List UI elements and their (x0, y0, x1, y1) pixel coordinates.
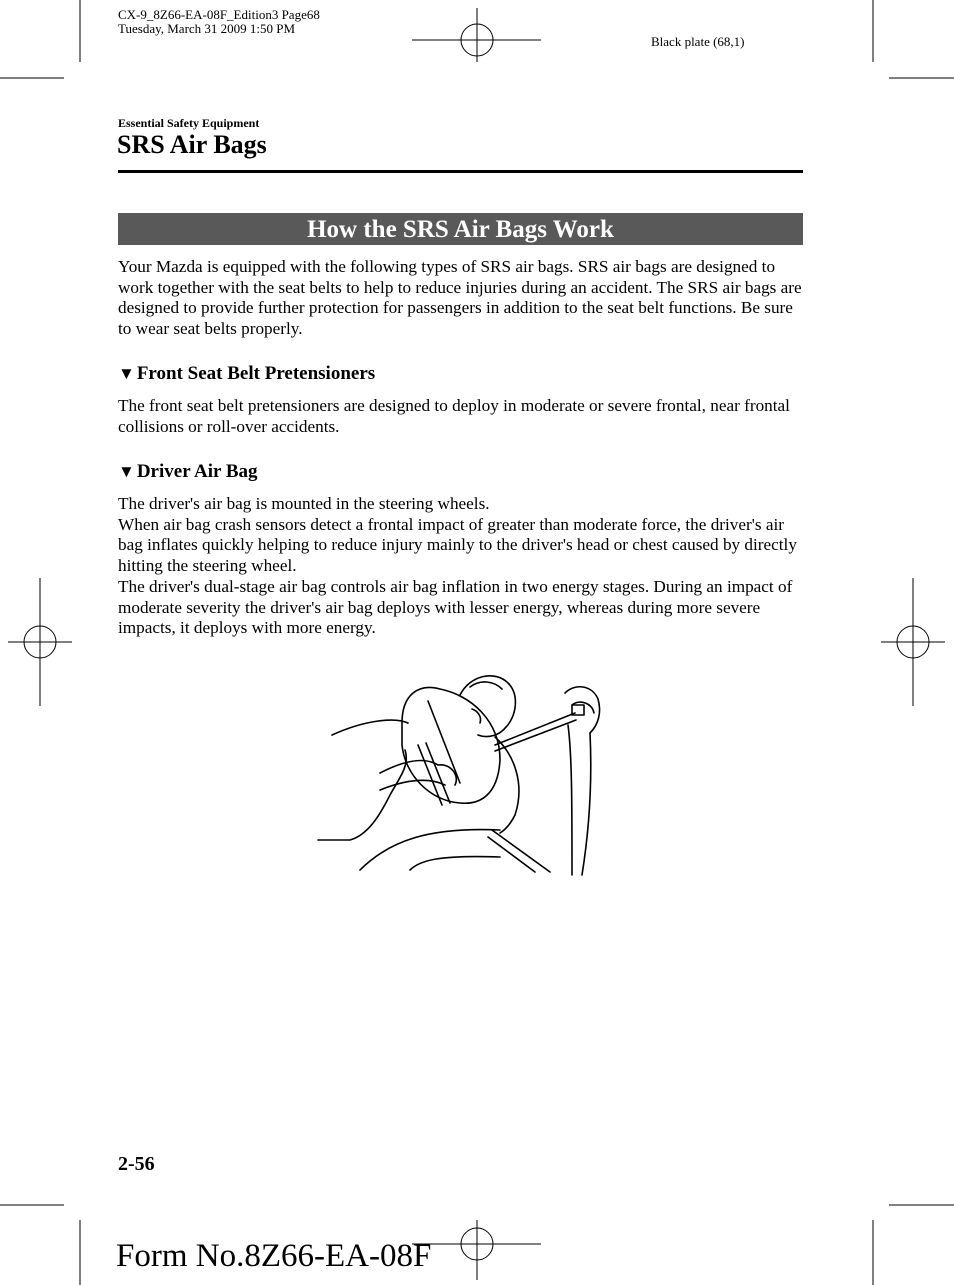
triangle-marker-icon: ▼ (118, 364, 135, 383)
driver-air-bag-paragraphs (118, 494, 808, 639)
file-info-line: CX-9_8Z66-EA-08F_Edition3 Page68 (118, 7, 320, 22)
title-divider (118, 170, 803, 173)
form-number: Form No.8Z66-EA-08F (116, 1238, 432, 1274)
registration-mark-bottom (412, 1220, 541, 1280)
registration-mark-top (412, 8, 541, 62)
date-line: Tuesday, March 31 2009 1:50 PM (118, 21, 296, 36)
paragraph: The driver's dual-stage air bag controls air bag inflation in two energy stages. During an impact of moderate severity the driver's air bag deploys with lesser energy, whereas during more severe impacts, it deploys with more energy. (118, 576, 793, 638)
subsection-heading-pretensioners (118, 363, 375, 385)
page-title: SRS Air Bags (117, 130, 267, 159)
registration-mark-right (881, 578, 945, 706)
intro-paragraph: Your Mazda is equipped with the following types of SRS air bags. SRS air bags are designed to work together with the seat belts to help to reduce injuries during an accident. The SRS air bags are designed to provide further protection for passengers in addition to the seat belt functions. Be sure to wear seat belts properly. (118, 257, 802, 339)
driver-air-bag-illustration (310, 665, 620, 880)
page-number: 2-56 (118, 1153, 155, 1175)
subsection-heading-driver-air-bag (118, 461, 258, 483)
plate-label: Black plate (68,1) (651, 34, 745, 49)
triangle-marker-icon: ▼ (118, 462, 135, 481)
paragraph: When air bag crash sensors detect a frontal impact of greater than moderate force, the driver's air bag inflates quickly helping to reduce injury mainly to the driver's head or chest caused by directly hitting the steering wheel. (118, 514, 797, 576)
registration-mark-left (8, 578, 72, 706)
section-banner: How the SRS Air Bags Work (118, 213, 803, 245)
subsection-heading-text: Front Seat Belt Pretensioners (136, 363, 376, 384)
pretensioners-paragraph (118, 396, 808, 437)
paragraph: The front seat belt pretensioners are designed to deploy in moderate or severe frontal, near frontal collisions or roll-over accidents. (118, 396, 790, 436)
section-label: Essential Safety Equipment (118, 116, 260, 130)
subsection-heading-text: Driver Air Bag (136, 461, 258, 482)
paragraph: The driver's air bag is mounted in the steering wheels. (118, 494, 490, 513)
